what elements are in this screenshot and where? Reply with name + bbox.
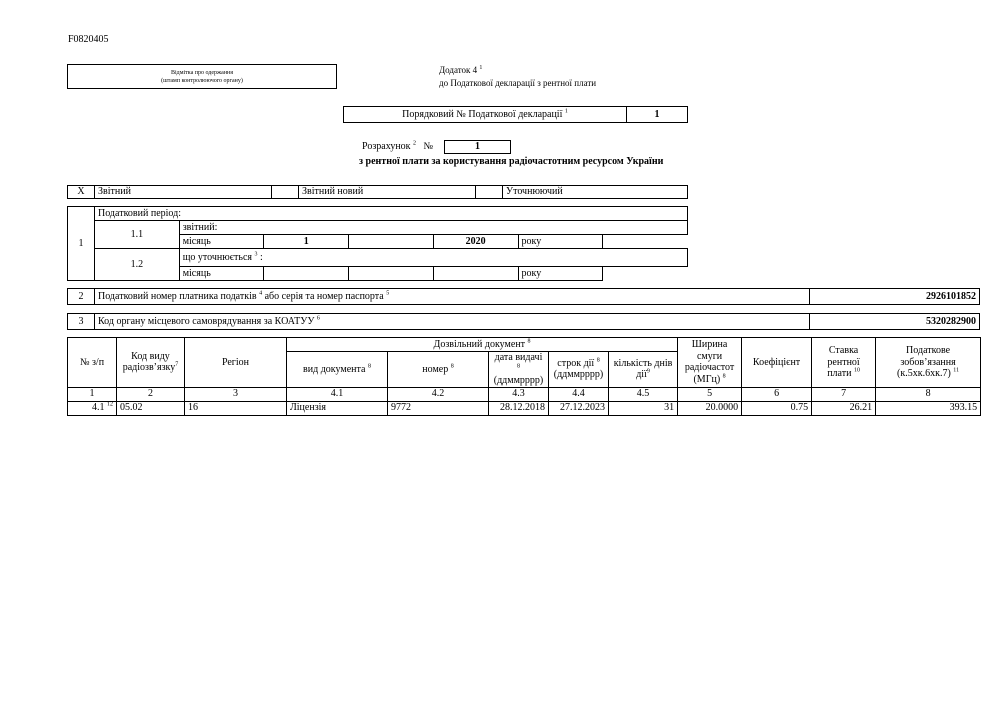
koatuu-label: Код органу місцевого самоврядування за КОАТУУ $^6$ — [95, 314, 810, 330]
row-term[interactable]: 27.12.2023 — [549, 401, 609, 415]
header-coefficient: Коефіцієнт — [742, 338, 812, 388]
row-days[interactable]: 31 — [609, 401, 678, 415]
row-rate[interactable]: 26.21 — [812, 401, 876, 415]
row-no: 4.1 $^{12}$ — [68, 401, 117, 415]
period-clarified-label: що уточнюється $^3$ : — [179, 249, 687, 267]
col-number: 5 — [678, 387, 742, 401]
col-number: 4.1 — [287, 387, 388, 401]
table-row — [68, 401, 981, 415]
receipt-stamp-box — [67, 64, 337, 89]
period-month-value-2[interactable] — [264, 267, 349, 281]
col-number: 3 — [185, 387, 287, 401]
header-rate: Ставка рентної плати $^{10}$ — [812, 338, 876, 388]
col-number: 7 — [812, 387, 876, 401]
header-doc-type: вид документа $^8$ — [287, 352, 388, 388]
period-year-label-2: року — [518, 267, 603, 281]
report-type-clarifying: Уточнюючий — [503, 186, 688, 199]
header-term: строк дії $^8$ (ддммрррр) — [549, 352, 609, 388]
period-year-label: року — [518, 235, 603, 249]
header-issue-date: дата видачі $^8$ (ддммрррр) — [489, 352, 549, 388]
row-liability[interactable]: 393.15 — [876, 401, 981, 415]
report-type-reporting-new: Звітний новий — [299, 186, 476, 199]
period-title: Податковий період: — [95, 207, 688, 221]
receipt-sublabel: (штамп контролюючого органу) — [161, 78, 243, 85]
receipt-label: Відмітка про одержання — [170, 70, 234, 76]
calculation-title: з рентної плати за користування радіочастотним ресурсом України — [359, 156, 664, 167]
col-number: 4.5 — [609, 387, 678, 401]
taxpayer-label: Податковий номер платника податків $^4$ або серія та номер паспорта $^5$ — [95, 289, 810, 305]
header-bandwidth: Ширина смуги радіочастот (МГц) $^8$ — [678, 338, 742, 388]
row-code[interactable]: 05.02 — [117, 401, 185, 415]
period-year-value[interactable]: 2020 — [433, 235, 518, 249]
header-days: кількість днів дії$^9$ — [609, 352, 678, 388]
period-blank-2 — [349, 267, 434, 281]
period-clarified-no: 1.2 — [95, 249, 180, 281]
appendix-heading — [439, 64, 596, 90]
column-numbers-row — [68, 387, 981, 401]
header-permit: Дозвільний документ $^8$ — [287, 338, 678, 352]
period-reporting-no: 1.1 — [95, 221, 180, 249]
col-number: 2 — [117, 387, 185, 401]
taxpayer-table — [67, 288, 980, 305]
report-type-reporting: Звітний — [95, 186, 272, 199]
col-number: 1 — [68, 387, 117, 401]
header-no: № з/п — [68, 338, 117, 388]
tax-period-table — [67, 206, 688, 281]
col-number: 4.4 — [549, 387, 609, 401]
declaration-number-table — [343, 106, 688, 123]
row-doc-type[interactable]: Ліцензія — [287, 401, 388, 415]
taxpayer-row-no: 2 — [68, 289, 95, 305]
appendix-title-footnote: 1 — [479, 65, 483, 71]
period-row-no: 1 — [68, 207, 95, 281]
header-number: номер $^8$ — [388, 352, 489, 388]
row-issue-date[interactable]: 28.12.2018 — [489, 401, 549, 415]
report-type-new-checkbox[interactable] — [272, 186, 299, 199]
taxpayer-number[interactable]: 2926101852 — [810, 289, 980, 305]
appendix-subtitle: до Податкової декларації з рентної плати — [439, 78, 597, 89]
period-blank-1 — [349, 235, 434, 249]
period-month-label: місяць — [179, 235, 264, 249]
header-code: Код виду радіозв’язку$^7$ — [117, 338, 185, 388]
report-type-mark[interactable]: X — [68, 186, 95, 199]
appendix-title: Додаток 4 — [439, 65, 478, 75]
col-number: 8 — [876, 387, 981, 401]
col-number: 4.3 — [489, 387, 549, 401]
col-number: 6 — [742, 387, 812, 401]
koatuu-table — [67, 313, 980, 330]
period-year-value-2[interactable] — [433, 267, 518, 281]
report-type-clarifying-checkbox[interactable] — [476, 186, 503, 199]
calculation-label: Розрахунок $^2$ № — [362, 140, 434, 152]
form-code: F0820405 — [68, 34, 109, 45]
row-bandwidth[interactable]: 20.0000 — [678, 401, 742, 415]
calculation-number[interactable]: 1 — [444, 140, 511, 154]
declaration-number-value[interactable]: 1 — [627, 107, 688, 123]
row-coefficient[interactable]: 0.75 — [742, 401, 812, 415]
koatuu-code[interactable]: 5320282900 — [810, 314, 980, 330]
row-region[interactable]: 16 — [185, 401, 287, 415]
period-month-label-2: місяць — [179, 267, 264, 281]
koatuu-row-no: 3 — [68, 314, 95, 330]
row-number[interactable]: 9772 — [388, 401, 489, 415]
declaration-number-label: Порядковий № Податкової декларації $^1$ — [344, 107, 627, 123]
header-region: Регіон — [185, 338, 287, 388]
period-reporting-label: звітний: — [179, 221, 687, 235]
rent-calculation-table — [67, 337, 981, 416]
report-type-table — [67, 185, 688, 199]
header-liability: Податкове зобов’язання (к.5хк.6хк.7) $^{11}$ — [876, 338, 981, 388]
col-number: 4.2 — [388, 387, 489, 401]
period-month-value[interactable]: 1 — [264, 235, 349, 249]
